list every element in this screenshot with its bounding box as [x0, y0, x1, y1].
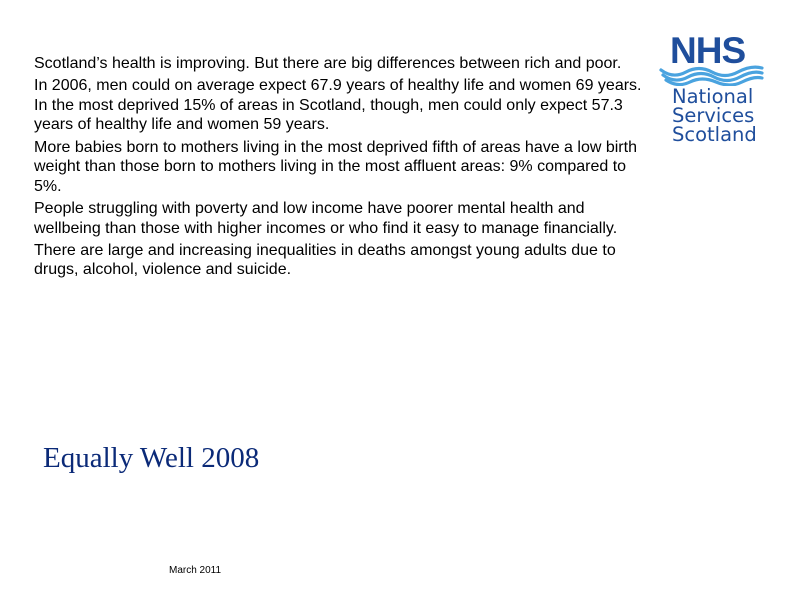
wave-icon [658, 64, 768, 86]
nhs-logo [658, 32, 768, 144]
logo-line-scotland: Scotland [672, 123, 757, 146]
paragraph-young-adult-deaths: There are large and increasing inequalities in deaths amongst young adults due to drugs, alcohol, violence and suicide. [34, 241, 616, 279]
paragraph-birth-weight: More babies born to mothers living in the most deprived fifth of areas have a low birth weight than those born to mothers living in the most affluent areas: 9% compared to 5%. [34, 138, 637, 195]
slide-body-text [34, 54, 646, 283]
paragraph-mental-health: People struggling with poverty and low income have poorer mental health and wellbeing than those with higher incomes or who find it easy to manage financially. [34, 199, 618, 237]
paragraph-health-improving: Scotland’s health is improving. But there are big differences between rich and poor. [34, 55, 622, 72]
footer-date: March 2011 [169, 565, 222, 576]
paragraph-healthy-life-expectancy: In 2006, men could on average expect 67.9 years of healthy life and women 69 years. In the most deprived 15% of areas in Scotland, though, men could only expect 57.3 years of healthy life and women 59 years. [34, 77, 642, 134]
logo-line-national: National [672, 85, 754, 108]
nhs-logo-wordmark: NHS [670, 30, 746, 71]
slide-caption: Equally Well 2008 [43, 442, 260, 474]
logo-line-services: Services [672, 104, 755, 127]
